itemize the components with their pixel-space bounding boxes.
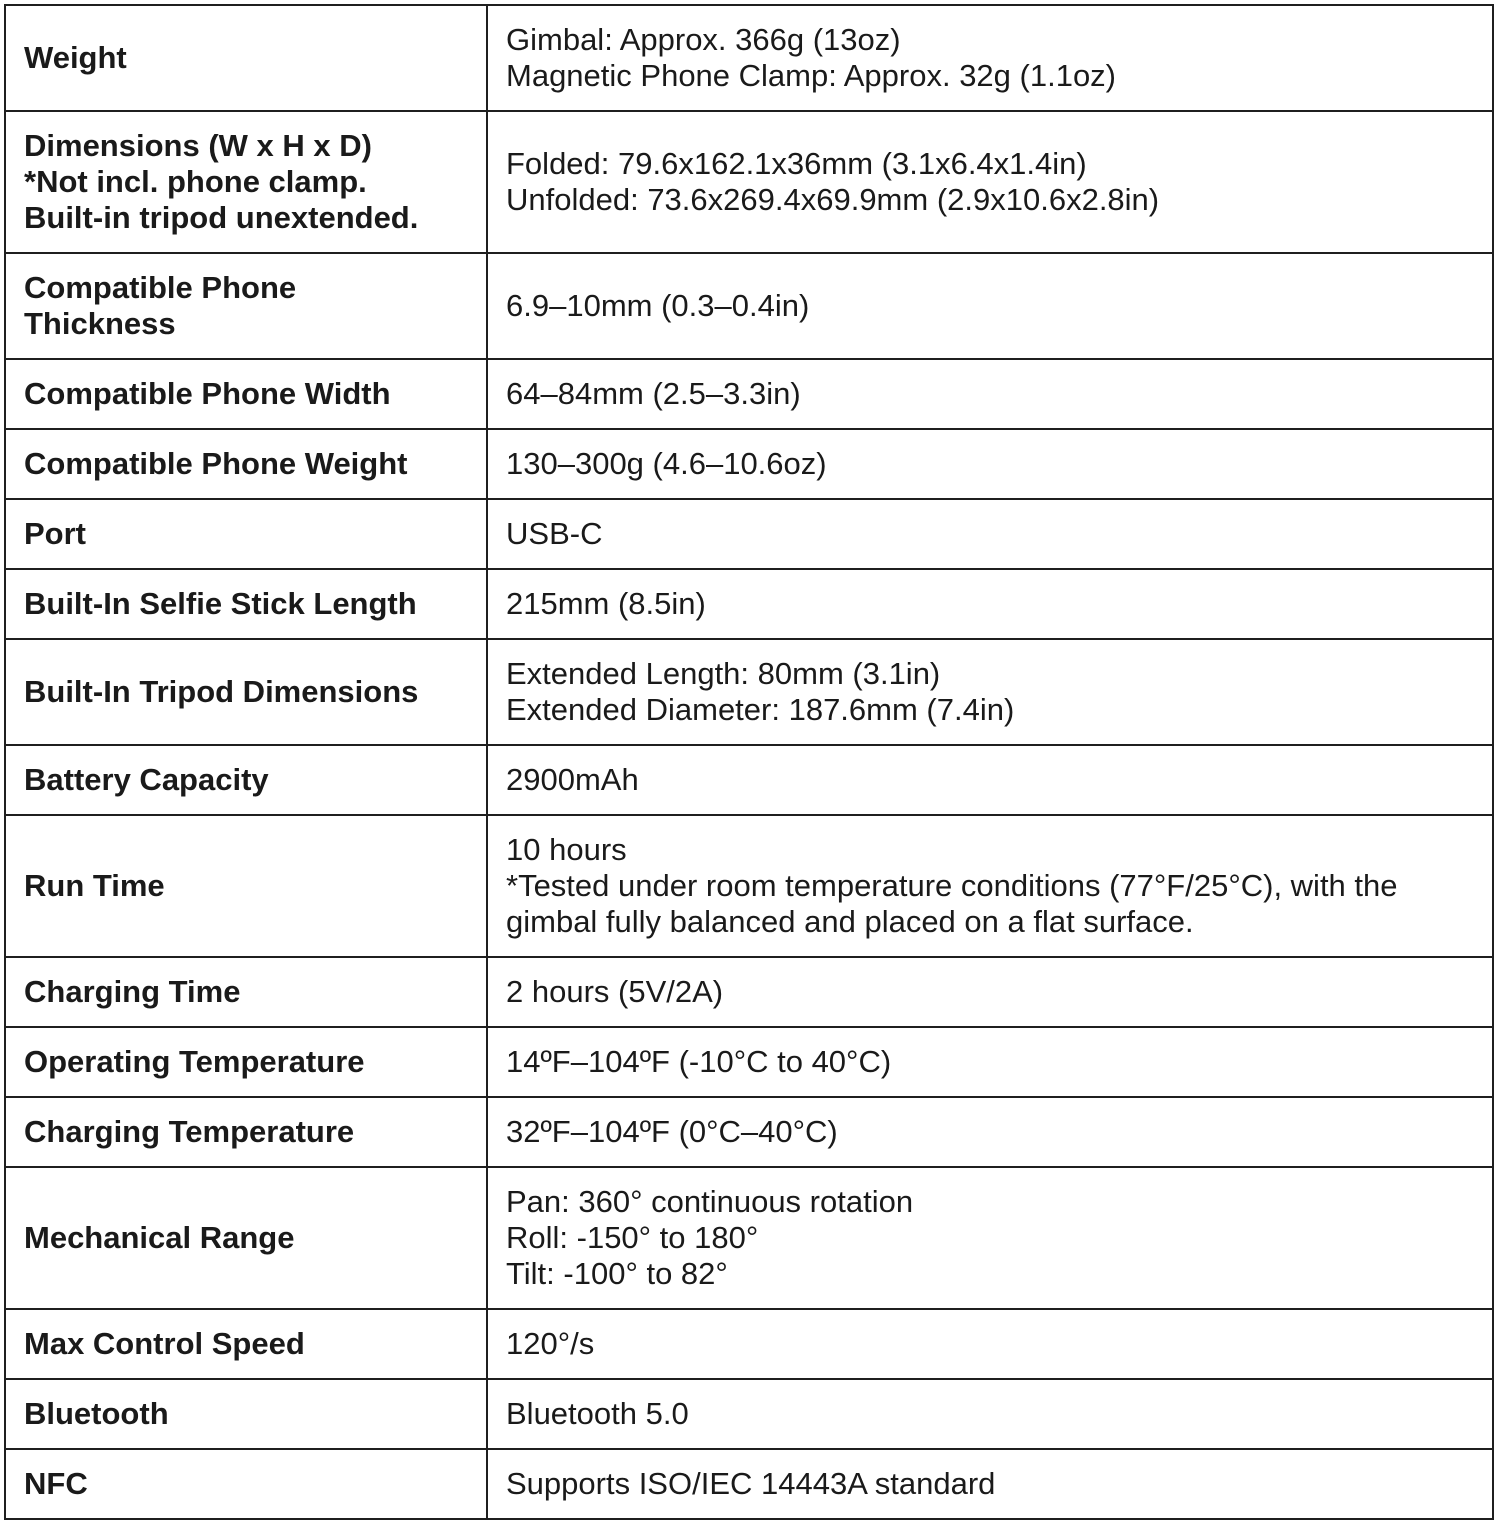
spec-label-cell — [5, 5, 487, 111]
spec-value-cell — [487, 359, 1493, 429]
spec-value: 6.9–10mm (0.3–0.4in) — [506, 288, 810, 323]
spec-value: 130–300g (4.6–10.6oz) — [506, 446, 827, 481]
spec-label-cell — [5, 1449, 487, 1519]
spec-label-cell — [5, 1379, 487, 1449]
spec-value-cell — [487, 569, 1493, 639]
spec-row — [5, 639, 1493, 745]
spec-value: Supports ISO/IEC 14443A standard — [506, 1466, 996, 1501]
spec-value-cell — [487, 499, 1493, 569]
spec-label-cell — [5, 359, 487, 429]
spec-row — [5, 957, 1493, 1027]
spec-value: Unfolded: 73.6x269.4x69.9mm (2.9x10.6x2.8in) — [506, 182, 1160, 217]
spec-value: USB-C — [506, 516, 603, 551]
spec-value: Gimbal: Approx. 366g (13oz) — [506, 22, 901, 57]
spec-label: Operating Temperature — [24, 1044, 365, 1079]
spec-label: Compatible Phone Width — [24, 376, 391, 411]
spec-value: 64–84mm (2.5–3.3in) — [506, 376, 801, 411]
spec-value-cell — [487, 1167, 1493, 1309]
spec-label: Mechanical Range — [24, 1220, 295, 1255]
spec-value-cell — [487, 5, 1493, 111]
spec-label: Dimensions (W x H x D) — [24, 128, 372, 163]
spec-label-cell — [5, 1027, 487, 1097]
spec-label: Compatible Phone Weight — [24, 446, 408, 481]
spec-value-cell — [487, 957, 1493, 1027]
spec-row — [5, 499, 1493, 569]
spec-label-cell — [5, 429, 487, 499]
spec-label-cell — [5, 639, 487, 745]
spec-row — [5, 253, 1493, 359]
spec-value: Bluetooth 5.0 — [506, 1396, 689, 1431]
spec-value-cell — [487, 639, 1493, 745]
spec-label: Charging Time — [24, 974, 241, 1009]
spec-label: Built-In Tripod Dimensions — [24, 674, 419, 709]
spec-value-cell — [487, 1449, 1493, 1519]
spec-value: 10 hours — [506, 832, 627, 867]
spec-value: 2 hours (5V/2A) — [506, 974, 724, 1009]
spec-label: *Not incl. phone clamp. — [24, 164, 367, 199]
spec-label: Built-in tripod unextended. — [24, 200, 419, 235]
spec-value: Magnetic Phone Clamp: Approx. 32g (1.1oz) — [506, 58, 1117, 93]
spec-value-cell — [487, 745, 1493, 815]
spec-value-cell — [487, 1309, 1493, 1379]
spec-label-cell — [5, 957, 487, 1027]
spec-value: Pan: 360° continuous rotation — [506, 1184, 914, 1219]
spec-label: Weight — [24, 40, 127, 75]
spec-table — [4, 4, 1494, 1520]
spec-label-cell — [5, 499, 487, 569]
spec-row — [5, 1097, 1493, 1167]
spec-label: Charging Temperature — [24, 1114, 355, 1149]
spec-row — [5, 1449, 1493, 1519]
spec-label: Thickness — [24, 306, 176, 341]
spec-value: Tilt: -100° to 82° — [506, 1256, 728, 1291]
spec-row — [5, 5, 1493, 111]
spec-row — [5, 359, 1493, 429]
spec-value: 215mm (8.5in) — [506, 586, 706, 621]
spec-value: *Tested under room temperature conditions (77°F/25°C), with the gimbal fully balanced and placed on a flat surface. — [506, 868, 1398, 939]
spec-label-cell — [5, 1167, 487, 1309]
spec-value-cell — [487, 253, 1493, 359]
spec-label-cell — [5, 111, 487, 253]
spec-row — [5, 1027, 1493, 1097]
spec-value-cell — [487, 111, 1493, 253]
spec-label-cell — [5, 745, 487, 815]
spec-row — [5, 745, 1493, 815]
spec-table-body — [5, 5, 1493, 1519]
spec-label: Port — [24, 516, 86, 551]
spec-label: Bluetooth — [24, 1396, 169, 1431]
spec-value: 32ºF–104ºF (0°C–40°C) — [506, 1114, 838, 1149]
spec-row — [5, 1167, 1493, 1309]
spec-value: 120°/s — [506, 1326, 595, 1361]
spec-value-cell — [487, 1097, 1493, 1167]
spec-label-cell — [5, 1097, 487, 1167]
spec-row — [5, 815, 1493, 957]
spec-label-cell — [5, 815, 487, 957]
spec-value: Roll: -150° to 180° — [506, 1220, 759, 1255]
spec-label: Built-In Selfie Stick Length — [24, 586, 417, 621]
spec-value: Extended Diameter: 187.6mm (7.4in) — [506, 692, 1015, 727]
spec-row — [5, 1309, 1493, 1379]
spec-label: Run Time — [24, 868, 165, 903]
spec-value-cell — [487, 429, 1493, 499]
spec-value-cell — [487, 1027, 1493, 1097]
spec-label: Battery Capacity — [24, 762, 269, 797]
spec-row — [5, 429, 1493, 499]
spec-row — [5, 111, 1493, 253]
spec-label: Compatible Phone — [24, 270, 297, 305]
spec-label-cell — [5, 253, 487, 359]
spec-label-cell — [5, 569, 487, 639]
spec-label: NFC — [24, 1466, 88, 1501]
spec-value-cell — [487, 815, 1493, 957]
spec-value: Extended Length: 80mm (3.1in) — [506, 656, 941, 691]
spec-value: 14ºF–104ºF (-10°C to 40°C) — [506, 1044, 892, 1079]
spec-label-cell — [5, 1309, 487, 1379]
spec-row — [5, 569, 1493, 639]
spec-value-cell — [487, 1379, 1493, 1449]
spec-row — [5, 1379, 1493, 1449]
spec-value: Folded: 79.6x162.1x36mm (3.1x6.4x1.4in) — [506, 146, 1087, 181]
spec-label: Max Control Speed — [24, 1326, 305, 1361]
spec-value: 2900mAh — [506, 762, 639, 797]
